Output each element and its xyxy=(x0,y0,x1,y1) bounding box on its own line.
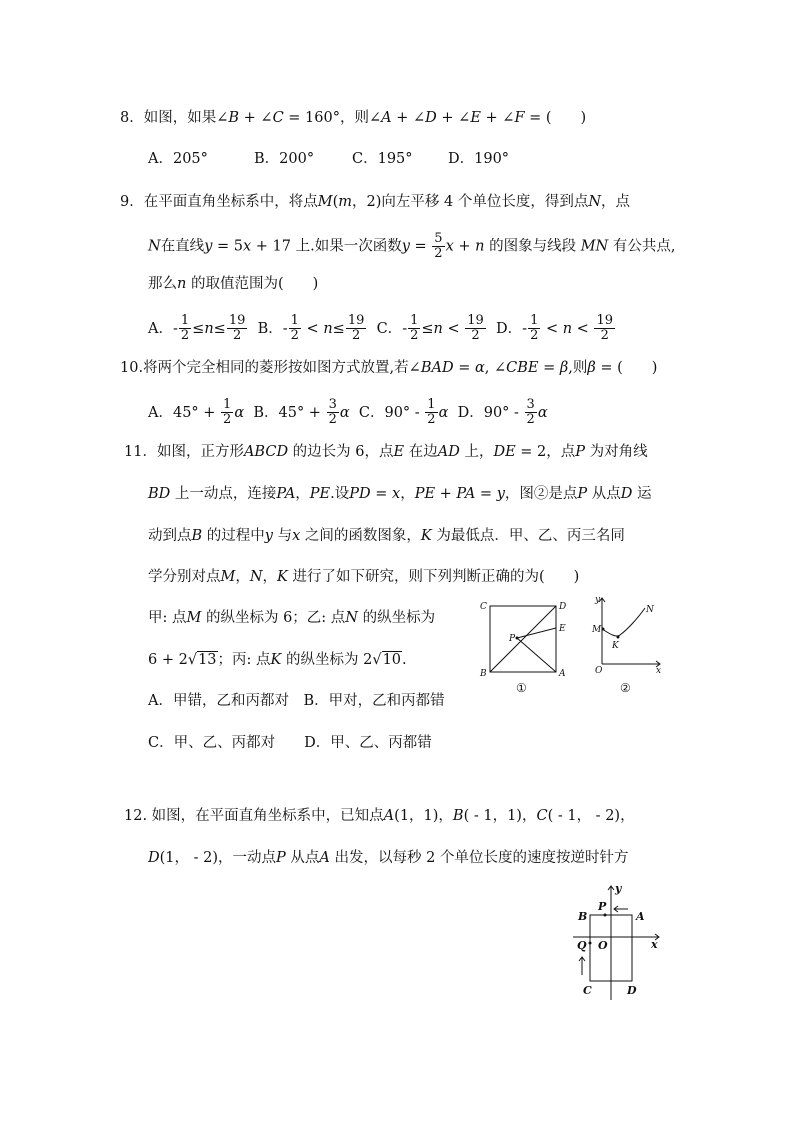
q11-options-cd: C．甲、乙、丙都对 D．甲、乙、丙都错 xyxy=(148,735,432,751)
fig2-label-n: N xyxy=(646,605,654,615)
fig1-label-a: A xyxy=(559,669,566,679)
fig3-label-o: O xyxy=(598,939,608,952)
fig3-label-a: A xyxy=(636,910,645,923)
q10-options xyxy=(148,398,548,427)
q10-option-a: A．45° + $\frac{1}{2}$ α xyxy=(148,397,245,427)
fig3-label-x: x xyxy=(651,938,658,951)
fig2-label-y: y xyxy=(595,595,601,605)
fig3-label-q: Q xyxy=(577,939,587,952)
fig2-label-x: x xyxy=(656,666,662,676)
fig3-label-p: P xyxy=(598,900,607,913)
q11-statement-line1: 甲: 点M 的纵坐标为 6；乙: 点N 的纵坐标为 xyxy=(148,610,436,626)
fig2-caption: ② xyxy=(620,681,631,695)
q12-stem-line2: D(1， - 2)，一动点P 从点A 出发，以每秒 2 个单位长度的速度按逆时针方 xyxy=(148,850,629,866)
q9-option-b: B．- $\frac{1}{2}$ < n≤ $\frac{19}{2}$ xyxy=(257,313,365,343)
q11-figure-square xyxy=(480,598,580,698)
fig3-label-d: D xyxy=(627,984,637,997)
q10-stem: 10.将两个完全相同的菱形按如图方式放置,若∠BAD = α, ∠CBE = β,则β = ( ) xyxy=(120,360,658,376)
q9-fraction: $\frac{5}{2}$ xyxy=(434,231,443,261)
q11-stem-line1: 11．如图，正方形ABCD 的边长为 6，点E 在边AD 上，DE = 2，点P 为对角线 xyxy=(124,444,648,460)
fig1-label-c: C xyxy=(480,602,487,612)
q12-stem-line1: 12. 如图，在平面直角坐标系中，已知点A(1，1)，B( - 1，1)，C( - 1， - 2)， xyxy=(124,808,635,824)
fig1-label-b: B xyxy=(480,669,487,679)
q9-option-c: C．- $\frac{1}{2}$ ≤n < $\frac{19}{2}$ xyxy=(376,313,484,343)
q11-figure-graph xyxy=(590,592,670,695)
q11-statement-line2: 6 + 2√13；丙: 点K 的纵坐标为 2√10. xyxy=(148,652,407,668)
fig1-label-e: E xyxy=(559,624,566,634)
q9-option-d: D．- $\frac{1}{2}$ < n < $\frac{19}{2}$ xyxy=(496,313,613,343)
q12-figure-coordinate xyxy=(565,880,665,1000)
q11-stem-line4: 学分别对点M，N，K 进行了如下研究，则下列判断正确的为( ) xyxy=(148,569,580,585)
q11-options-ab: A．甲错，乙和丙都对 B．甲对，乙和丙都错 xyxy=(148,693,445,709)
q9-stem-line2: N在直线y = 5x + 17 上.如果一次函数y = $\frac{5}{2}$ x + n 的图象与线段 MN 有公共点, xyxy=(148,231,676,261)
fig3-label-b: B xyxy=(578,910,588,923)
fig3-label-y: y xyxy=(615,882,622,895)
sqrt-13: √13 xyxy=(187,652,217,668)
q8-stem: 8．如图，如果∠B + ∠C = 160°，则∠A + ∠D + ∠E + ∠F = ( ) xyxy=(120,110,587,126)
q9-option-a: A．- $\frac{1}{2}$ ≤n≤ $\frac{19}{2}$ xyxy=(148,313,246,343)
fig1-label-d: D xyxy=(559,602,567,612)
q8-option-d: D．190° xyxy=(448,151,510,167)
q11-stem-line3: 动到点B 的过程中y 与x 之间的函数图象，K 为最低点．甲、乙、丙三名同 xyxy=(148,528,625,544)
q10-option-c: C．90° - $\frac{1}{2}$ α xyxy=(358,397,449,427)
fig1-label-p: P xyxy=(509,634,516,644)
q11-stem-line2: BD 上一动点，连接PA，PE.设PD = x，PE + PA = y，图②是点P 从点D 运 xyxy=(148,486,652,502)
fig1-caption: ① xyxy=(516,681,527,695)
fig2-label-o: O xyxy=(595,666,603,676)
q9-stem-line1: 9．在平面直角坐标系中，将点M(m，2)向左平移 4 个单位长度，得到点N，点 xyxy=(120,194,631,210)
q8-option-b: B．200° xyxy=(254,151,315,167)
q9-options xyxy=(148,314,616,343)
fig2-label-k: K xyxy=(612,641,619,651)
q8-option-c: C．195° xyxy=(352,151,413,167)
sqrt-10: √10 xyxy=(372,652,402,668)
fig3-label-c: C xyxy=(583,984,592,997)
q8-option-a: A．205° xyxy=(148,151,208,167)
q9-stem-line3: 那么n 的取值范围为( ) xyxy=(148,276,319,292)
q10-option-d: D．90° - $\frac{3}{2}$ α xyxy=(457,397,548,427)
fig2-label-m: M xyxy=(592,625,602,635)
q10-option-b: B．45° + $\frac{3}{2}$ α xyxy=(253,397,350,427)
